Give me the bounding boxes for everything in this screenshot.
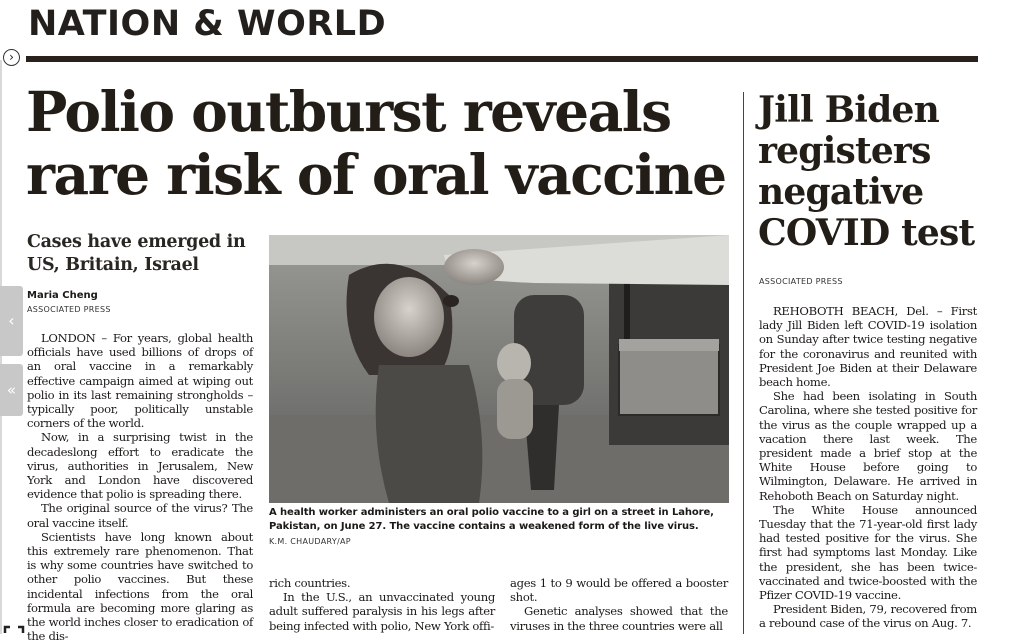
- double-chevron-left-icon: «: [6, 381, 17, 399]
- main-deck: Cases have emerged in US, Britain, Israel: [27, 232, 246, 275]
- column-divider: [743, 92, 744, 634]
- first-page-button[interactable]: [0, 364, 23, 416]
- paragraph: REHOBOTH BEACH, Del. – First lady Jill Biden left COVID-19 isolation on Sunday after twice testing negative for the coronavirus and reunited with President Joe Biden at their Delaware beach home.: [759, 304, 977, 390]
- paragraph: President Biden, 79, recovered from a rebound case of the virus on Aug. 7.: [759, 602, 977, 631]
- continued-line: rich countries.: [269, 576, 351, 590]
- side-headline: Jill Biden registers negative COVID test: [758, 89, 975, 254]
- chevron-right-circle-icon[interactable]: ›: [3, 49, 20, 66]
- paragraph: The White House announced Tuesday that the 71-year-old first lady had tested positive for the virus. She first had symptoms last Monday. Like the president, she has been twice-vaccinated and twice-boosted with the Pfizer COVID-19 vaccine.: [759, 502, 977, 603]
- news-photo: [269, 235, 729, 503]
- side-story-column: [759, 304, 977, 634]
- main-story-column-1: [27, 331, 253, 643]
- side-story-agency: ASSOCIATED PRESS: [759, 277, 843, 286]
- main-headline: Polio outburst reveals rare risk of oral vaccine: [26, 79, 726, 207]
- paragraph: She had been isolating in South Carolina, where she tested positive for the virus as the couple wrapped up a vacation there last week. The president made a brief stop at the White House before going to Wilmington, Delaware. He arrived in Rehoboth Beach on Saturday night.: [759, 389, 977, 503]
- photo-caption: A health worker administers an oral polio vaccine to a girl on a street in Lahore, Pakistan, on June 27. The vaccine contains a weakened form of the live virus.: [269, 507, 714, 532]
- paragraph: LONDON – For years, global health officials have used billions of drops of an oral vaccine in a remarkably effective campaign aimed at wiping out polio in its last remaining strongholds – typically poor, politically unstable corners of the world.: [27, 331, 253, 431]
- photo-illustration: [269, 235, 729, 503]
- paragraph: Genetic analyses showed that the viruses in the three countries were all: [510, 604, 728, 633]
- paragraph: Scientists have long known about this extremely rare phenomenon. That is why some countries have switched to other polio vaccines. But these incidental infections from the oral formula are becoming more glaring as the world inches closer to eradication of the dis-: [27, 529, 253, 643]
- chevron-left-icon: ‹: [8, 311, 15, 330]
- main-story-column-2: [269, 576, 495, 634]
- section-rule: [26, 56, 978, 62]
- paragraph: Now, in a surprising twist in the decadeslong effort to eradicate the virus, authorities in Jerusalem, New York and London have discovered evidence that polio is spreading there.: [27, 430, 253, 502]
- byline: Maria Cheng: [27, 290, 98, 301]
- paragraph: The original source of the virus? The oral vaccine itself.: [27, 501, 253, 530]
- photo-credit: K.M. CHAUDARY/AP: [269, 537, 351, 546]
- section-title: NATION & WORLD: [28, 4, 387, 44]
- main-story-column-3: [510, 576, 728, 634]
- byline-agency: ASSOCIATED PRESS: [27, 305, 111, 314]
- previous-page-button[interactable]: [0, 286, 23, 356]
- fullscreen-corner-icon[interactable]: [4, 622, 24, 634]
- continued-line: ages 1 to 9 would be offered a booster shot.: [510, 576, 728, 605]
- paragraph: In the U.S., an unvaccinated young adult suffered paralysis in his legs after being infected with polio, New York offi-: [269, 590, 495, 633]
